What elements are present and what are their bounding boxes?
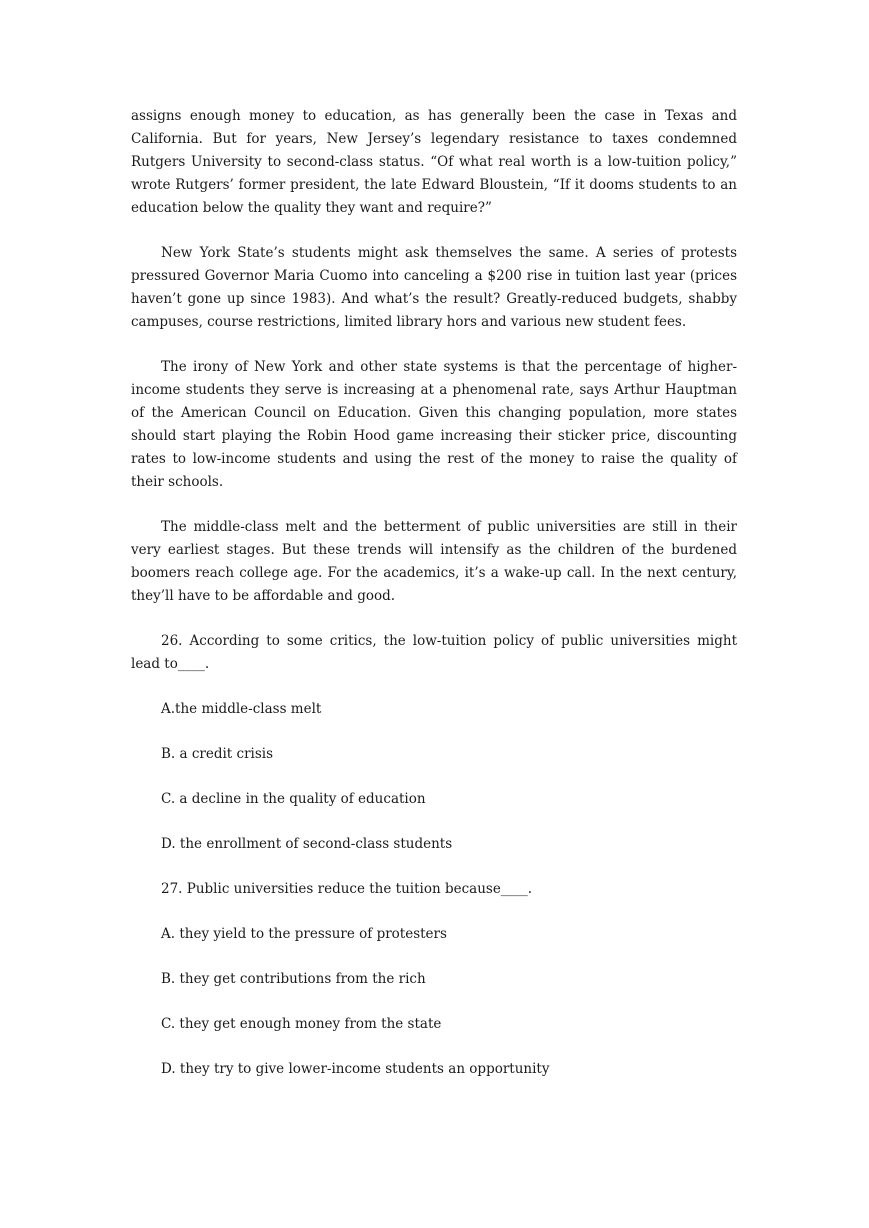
- question-26-option-a: A.the middle-class melt: [161, 701, 322, 717]
- passage-paragraph-2: New York State’s students might ask themselves the same. A series of protests pressured Governor Maria Cuomo into canceling a $200 rise in tuition last year (prices haven’t gone up since 1983). And what’s the result? Greatly-reduced budgets, shabby campuses, course restrictions, limited library hors and various new student fees.: [131, 245, 737, 330]
- question-27-option-c: C. they get enough money from the state: [161, 1016, 442, 1032]
- question-27-stem: 27. Public universities reduce the tuition because____.: [161, 881, 533, 897]
- question-26-option-d: D. the enrollment of second-class students: [161, 836, 453, 852]
- passage-paragraph-4: The middle-class melt and the betterment of public universities are still in their very earliest stages. But these trends will intensify as the children of the burdened boomers reach college age. For the academics, it’s a wake-up call. In the next century, they’ll have to be affordable and good.: [131, 519, 737, 604]
- question-26-option-b: B. a credit crisis: [161, 746, 274, 762]
- question-27-option-b: B. they get contributions from the rich: [161, 971, 426, 987]
- question-27-option-a: A. they yield to the pressure of protesters: [161, 926, 447, 942]
- question-26-stem: 26. According to some critics, the low-tuition policy of public universities might lead to____.: [131, 633, 737, 672]
- document-page: [131, 105, 737, 1103]
- question-27-option-d: D. they try to give lower-income students an opportunity: [161, 1061, 550, 1077]
- passage-paragraph-3: The irony of New York and other state systems is that the percentage of higher-income students they serve is increasing at a phenomenal rate, says Arthur Hauptman of the American Council on Education. Given this changing population, more states should start playing the Robin Hood game increasing their sticker price, discounting rates to low-income students and using the rest of the money to raise the quality of their schools.: [131, 359, 737, 490]
- passage-paragraph-1: assigns enough money to education, as has generally been the case in Texas and California. But for years, New Jersey’s legendary resistance to taxes condemned Rutgers University to second-class status. “Of what real worth is a low-tuition policy,” wrote Rutgers’ former president, the late Edward Bloustein, “If it dooms students to an education below the quality they want and require?”: [131, 108, 737, 216]
- question-26-option-c: C. a decline in the quality of education: [161, 791, 426, 807]
